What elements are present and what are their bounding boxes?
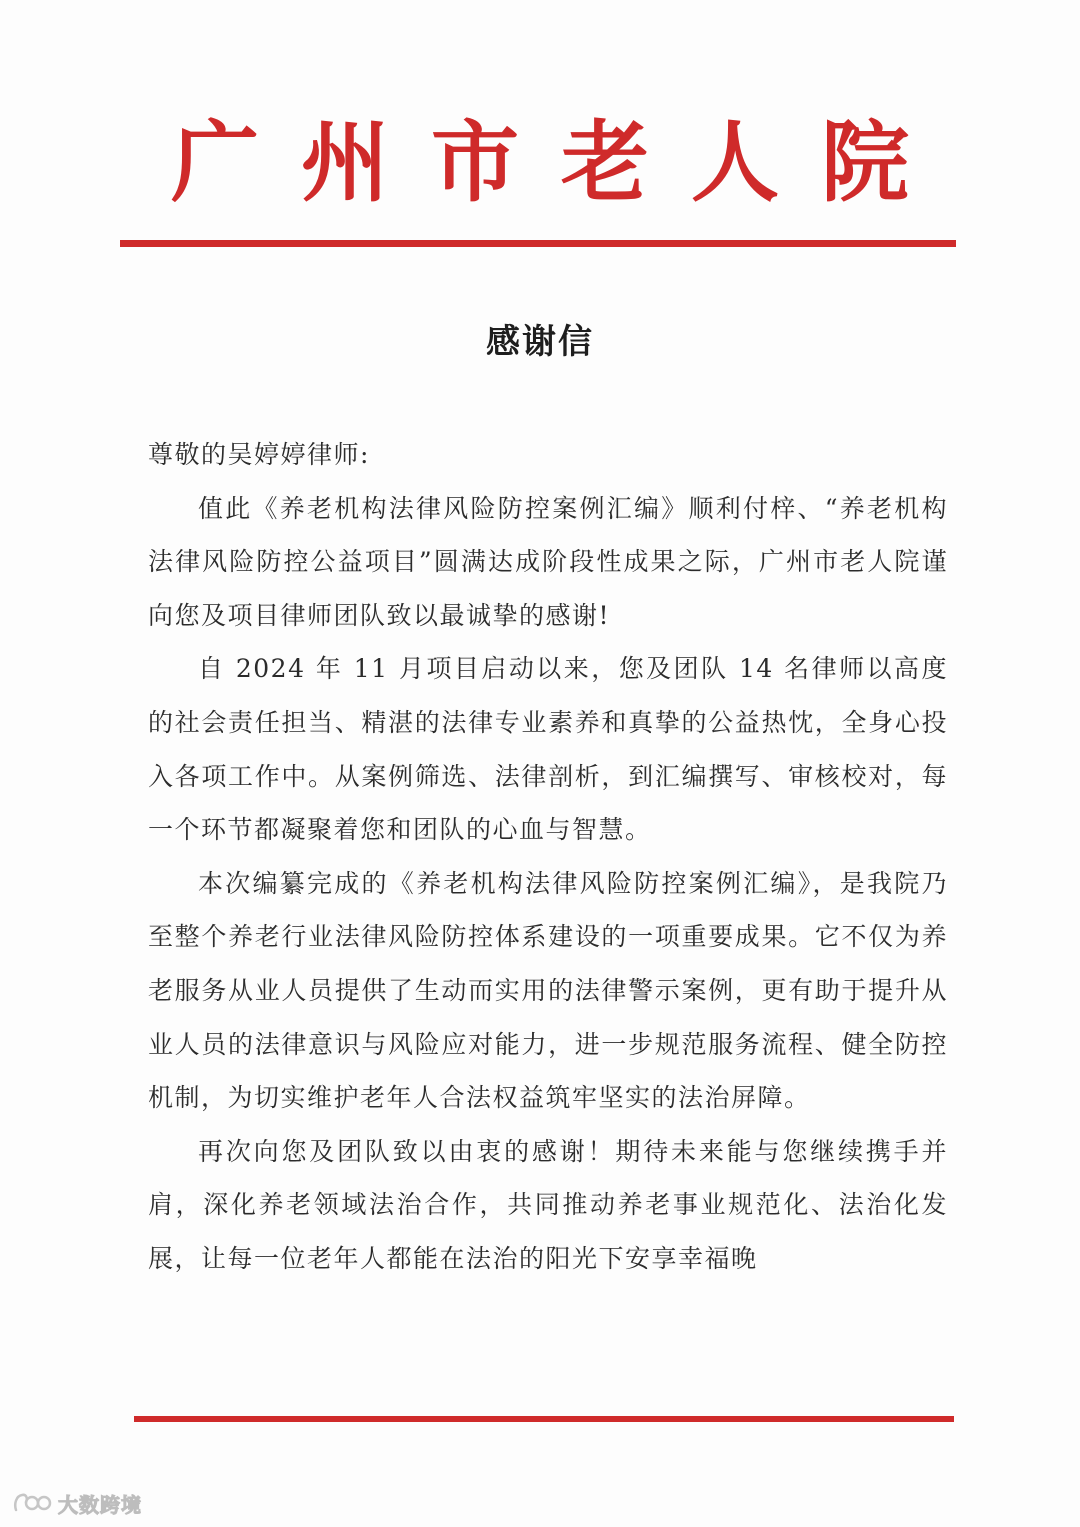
letter-paragraph-2: 自 2024 年 11 月项目启动以来，您及团队 14 名律师以高度的社会责任担当、精湛的法律专业素养和真挚的公益热忱，全身心投入各项工作中。从案例筛选、法律剖析，到汇编撰写、审核校对，每一个环节都凝聚着您和团队的心血与智慧。 <box>148 654 948 845</box>
letter-paragraph-4: 再次向您及团队致以由衷的感谢！期待未来能与您继续携手并肩，深化养老领域法治合作，共同推动养老事业规范化、法治化发展，让每一位老年人都能在法治的阳光下安享幸福晚 <box>148 1136 948 1273</box>
letterhead-title: 广州市老人院 <box>170 110 951 214</box>
letter-title: 感谢信 <box>486 322 594 362</box>
watermark <box>12 1488 142 1518</box>
letterhead-top-rule <box>120 240 956 247</box>
letter-paragraph-3: 本次编纂完成的《养老机构法律风险防控案例汇编》，是我院乃至整个养老行业法律风险防控体系建设的一项重要成果。它不仅为养老服务从业人员提供了生动而实用的法律警示案例，更有助于提升从业人员的法律意识与风险应对能力，进一步规范服务流程、健全防控机制，为切实维护老年人合法权益筑牢坚实的法治屏障。 <box>148 868 948 1113</box>
letter-paragraph-1: 值此《养老机构法律风险防控案例汇编》顺利付梓、“养老机构法律风险防控公益项目”圆满达成阶段性成果之际，广州市老人院谨向您及项目律师团队致以最诚挚的感谢! <box>148 493 948 630</box>
letter-salutation: 尊敬的吴婷婷律师: <box>148 440 370 469</box>
letterhead-bottom-rule <box>134 1416 954 1422</box>
letter-body <box>148 428 948 1286</box>
watermark-text: 大数跨境 <box>58 1492 142 1517</box>
brand-logo-icon <box>12 1490 52 1516</box>
